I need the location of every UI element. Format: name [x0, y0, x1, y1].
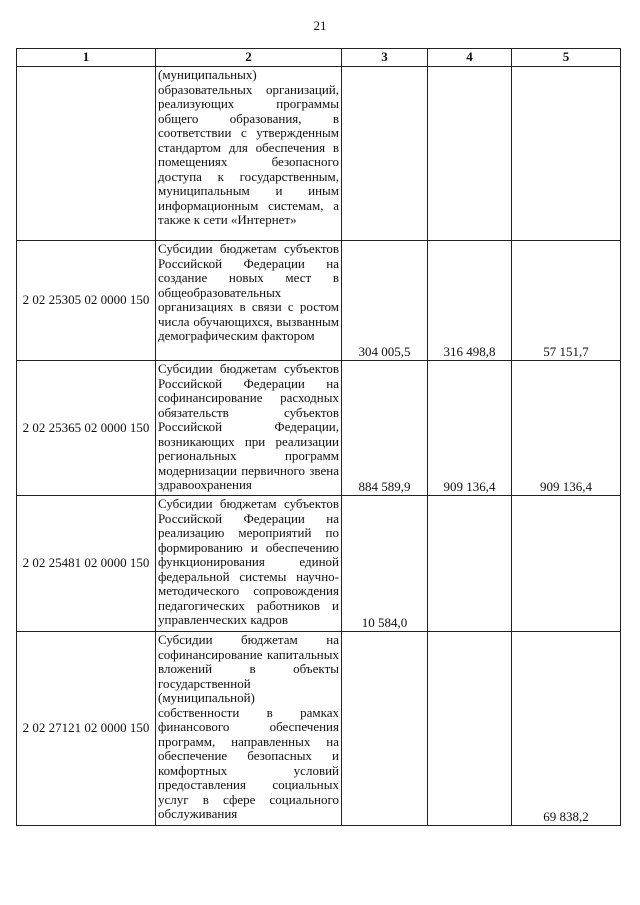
value-cell-col3: 884 589,9: [342, 361, 428, 496]
value-cell-col5: 909 136,4: [512, 361, 621, 496]
value-cell-col5: 57 151,7: [512, 241, 621, 361]
value-cell-col3: 10 584,0: [342, 496, 428, 632]
description-cell: Субсидии бюджетам на софинансирование капитальных вложений в объекты государственной (муниципальной) собственности в рамках финансового обеспечения программ, направленных на обеспечение безопасных и комфортных условий предоставления социальных услуг в сфере социального обслуживания: [156, 632, 342, 826]
table-row: [17, 241, 621, 361]
budget-code-cell: 2 02 25365 02 0000 150: [17, 361, 156, 496]
description-cell: (муниципальных) образовательных организаций, реализующих программы общего образования, в соответствии с утвержденным стандартом для обеспечения в помещениях безопасного доступа к государственным, муниципальным и иным информационным системам, а также к сети «Интернет»: [156, 67, 342, 241]
budget-code-cell: [17, 67, 156, 241]
value-cell-col4: [428, 67, 512, 241]
value-cell-col3: 304 005,5: [342, 241, 428, 361]
column-header-2: 2: [156, 49, 342, 67]
value-cell-col4: 909 136,4: [428, 361, 512, 496]
value-cell-col4: [428, 496, 512, 632]
description-cell: Субсидии бюджетам субъектов Российской Федерации на софинансирование расходных обязательств субъектов Российской Федерации, возникающих при реализации региональных программ модернизации первичного звена здравоохранения: [156, 361, 342, 496]
value-cell-col5: [512, 67, 621, 241]
description-cell: Субсидии бюджетам субъектов Российской Федерации на реализацию мероприятий по формированию и обеспечению функционирования единой федеральной системы научно-методического сопровождения педагогических работников и управленческих кадров: [156, 496, 342, 632]
table-header-row: [17, 49, 621, 67]
value-cell-col4: 316 498,8: [428, 241, 512, 361]
budget-code-cell: 2 02 25481 02 0000 150: [17, 496, 156, 632]
value-cell-col5: [512, 496, 621, 632]
table-row: [17, 67, 621, 241]
column-header-1: 1: [17, 49, 156, 67]
column-header-3: 3: [342, 49, 428, 67]
table-row: [17, 632, 621, 826]
budget-table: [16, 48, 621, 826]
value-cell-col5: 69 838,2: [512, 632, 621, 826]
column-header-5: 5: [512, 49, 621, 67]
budget-code-cell: 2 02 25305 02 0000 150: [17, 241, 156, 361]
description-cell: Субсидии бюджетам субъектов Российской Федерации на создание новых мест в общеобразовательных организациях в связи с ростом числа обучающихся, вызванным демографическим фактором: [156, 241, 342, 361]
page-number: 21: [313, 18, 327, 33]
value-cell-col4: [428, 632, 512, 826]
table-row: [17, 361, 621, 496]
table-row: [17, 496, 621, 632]
value-cell-col3: [342, 632, 428, 826]
value-cell-col3: [342, 67, 428, 241]
column-header-4: 4: [428, 49, 512, 67]
budget-code-cell: 2 02 27121 02 0000 150: [17, 632, 156, 826]
